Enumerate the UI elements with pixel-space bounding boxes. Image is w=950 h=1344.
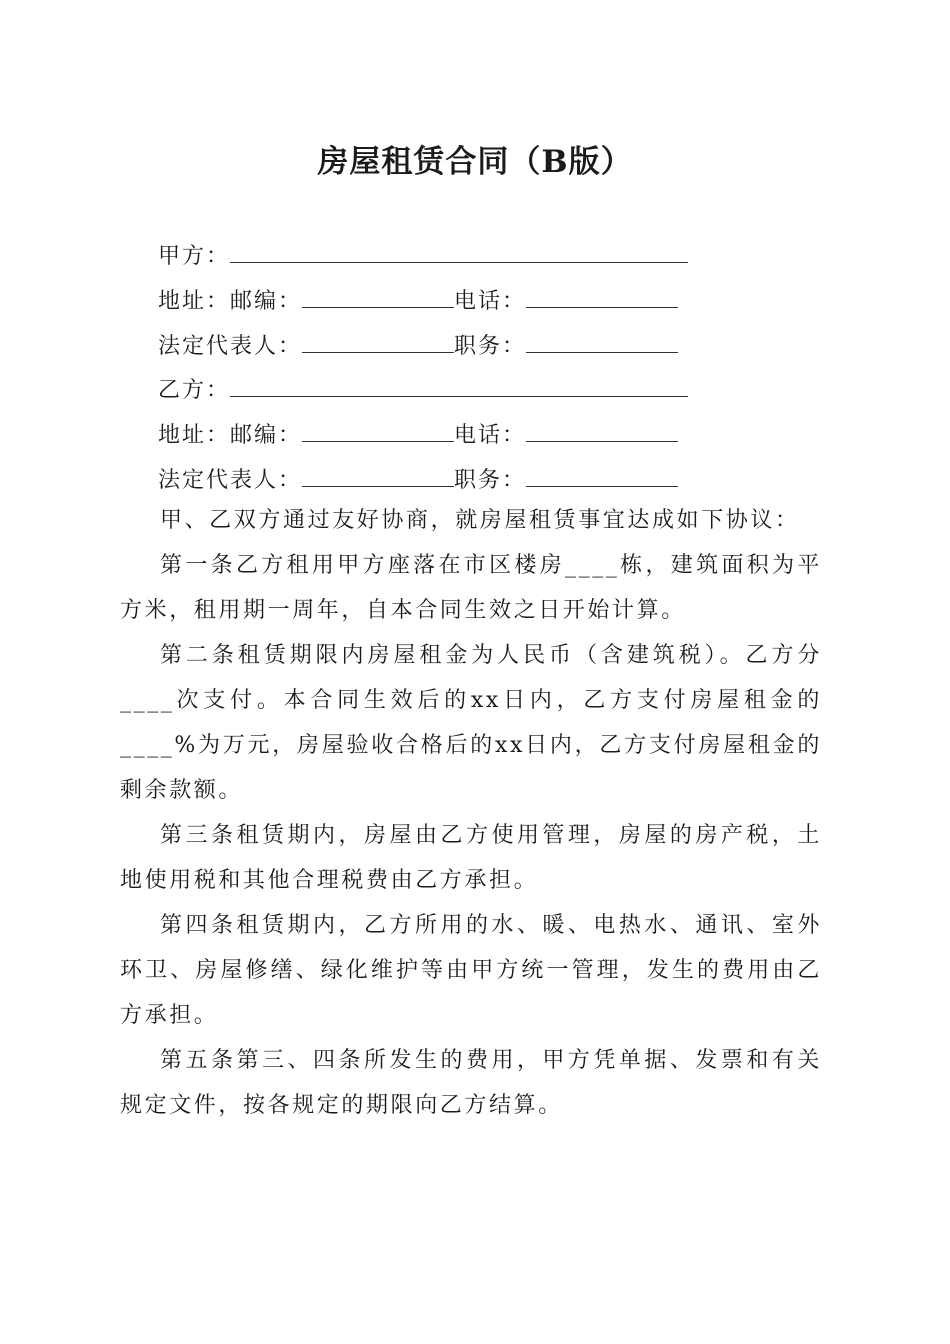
party-b-address-label: 地址： [158,423,231,449]
party-b-rep-label: 法定代表人： [158,467,303,493]
party-a-position-label: 职务： [454,333,527,359]
party-a-address-label: 地址： [158,288,231,314]
article-4: 第四条租赁期内，乙方所用的水、暖、电热水、通讯、室外环卫、房屋修缮、绿化维护等由甲方统一管理，发生的费用由乙方承担。 [120,913,822,1028]
party-a-rep-label: 法定代表人： [158,333,303,359]
party-b-position-label: 职务： [454,467,527,493]
article-1: 第一条乙方租用甲方座落在市区楼房____栋，建筑面积为平方米，租用期一周年，自本合同生效之日开始计算。 [120,553,822,623]
party-info-block [158,232,718,501]
party-b-rep-row [158,456,718,501]
party-a-phone-blank [526,277,678,308]
party-a-rep-blank [302,322,454,353]
party-a-row [158,232,718,277]
party-b-postcode-label: 邮编： [230,423,303,449]
article-3: 第三条租赁期内，房屋由乙方使用管理，房屋的房产税，土地使用税和其他合理税费由乙方承担。 [120,823,822,893]
party-a-address-row [158,277,718,322]
party-b-label: 乙方： [158,378,231,404]
document-title: 房屋租赁合同（B版） [317,144,633,180]
party-b-address-row [158,411,718,456]
party-b-blank [230,366,688,397]
party-a-position-blank [526,322,678,353]
party-a-rep-row [158,322,718,367]
article-2: 第二条租赁期限内房屋租金为人民币（含建筑税）。乙方分____次支付。本合同生效后的xx日内，乙方支付房屋租金的____%为万元，房屋验收合格后的xx日内，乙方支付房屋租金的剩余款额。 [120,643,822,803]
party-a-postcode-blank [302,277,454,308]
party-a-blank [230,232,688,263]
party-b-row [158,366,718,411]
party-b-phone-label: 电话： [454,423,527,449]
article-5: 第五条第三、四条所发生的费用，甲方凭单据、发票和有关规定文件，按各规定的期限向乙方结算。 [120,1048,822,1118]
party-a-phone-label: 电话： [454,288,527,314]
contract-body [120,498,822,1128]
party-b-phone-blank [526,411,678,442]
party-b-position-blank [526,456,678,487]
party-a-label: 甲方： [158,244,231,269]
party-b-postcode-blank [302,411,454,442]
party-a-postcode-label: 邮编： [230,288,303,314]
party-b-rep-blank [302,456,454,487]
intro-paragraph: 甲、乙双方通过友好协商，就房屋租赁事宜达成如下协议： [160,508,800,533]
